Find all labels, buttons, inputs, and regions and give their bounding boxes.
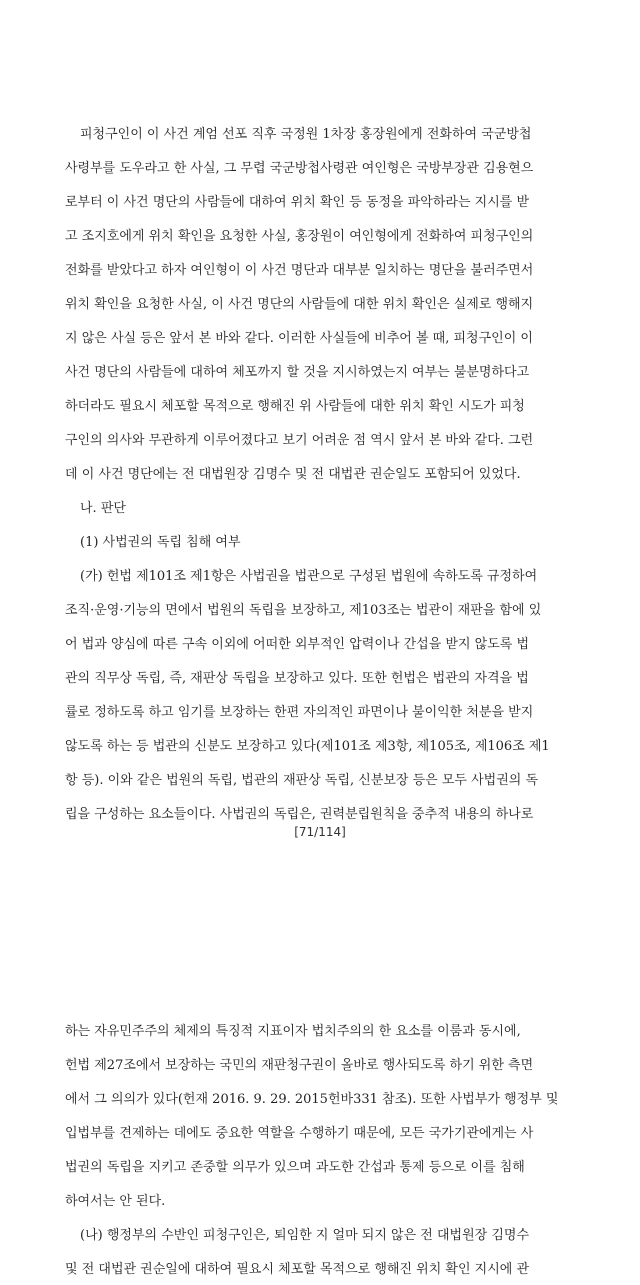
text-line: 관의 직무상 독립, 즉, 재판상 독립을 보장하고 있다. 또한 헌법은 법관의 자격을 법 xyxy=(65,671,529,686)
text-line: 하더라도 필요시 체포할 목적으로 행해진 위 사람들에 대한 위치 확인 시도가 피청 xyxy=(65,399,525,414)
text-line: 입법부를 견제하는 데에도 중요한 역할을 수행하기 때문에, 모든 국가기관에게는 사 xyxy=(65,1126,534,1141)
text-line: 구인의 의사와 무관하게 이루어졌다고 보기 어려운 점 역시 앞서 본 바와 같다. 그런 xyxy=(65,433,534,448)
text-line: 법권의 독립을 지키고 존중할 의무가 있으며 과도한 간섭과 통제 등으로 이를 침해 xyxy=(65,1160,525,1175)
text-line: 률로 정하도록 하고 임기를 보장하는 한편 자의적인 파면이나 불이익한 처분을 받지 xyxy=(65,705,534,720)
page-number: [71/114] xyxy=(294,825,346,839)
text-line: 사령부를 도우라고 한 사실, 그 무렵 국군방첩사령관 여인형은 국방부장관 김용현으 xyxy=(65,161,534,176)
subsection-heading: (1) 사법권의 독립 침해 여부 xyxy=(80,535,241,550)
text-line: 고 조지호에게 위치 확인을 요청한 사실, 홍장원이 여인형에게 전화하여 피청구인의 xyxy=(65,229,534,244)
text-line: 조직·운영·기능의 면에서 법원의 독립을 보장하고, 제103조는 법관이 재판을 함에 있 xyxy=(65,603,542,618)
text-line: 사건 명단의 사람들에 대하여 체포까지 할 것을 지시하였는지 여부는 불분명하다고 xyxy=(65,365,530,380)
text-line: 립을 구성하는 요소들이다. 사법권의 독립은, 권력분립원칙을 중추적 내용의 하나로 xyxy=(65,807,534,822)
text-line: 위치 확인을 요청한 사실, 이 사건 명단의 사람들에 대한 위치 확인은 실제로 행해지 xyxy=(65,297,534,312)
text-line: 지 않은 사실 등은 앞서 본 바와 같다. 이러한 사실들에 비추어 볼 때, 피청구인이 이 xyxy=(65,331,533,346)
text-line: 하는 자유민주주의 체제의 특징적 지표이자 법치주의의 한 요소를 이룸과 동시에, xyxy=(65,1024,521,1039)
text-line: 전화를 받았다고 하자 여인형이 이 사건 명단과 대부분 일치하는 명단을 불러주면서 xyxy=(65,263,534,278)
text-line: (가) 헌법 제101조 제1항은 사법권을 법관으로 구성된 법원에 속하도록 규정하여 xyxy=(80,569,538,584)
text-line: 않도록 하는 등 법관의 신분도 보장하고 있다(제101조 제3항, 제105조, 제106조 제1 xyxy=(65,739,550,754)
text-line: 데 이 사건 명단에는 전 대법원장 김명수 및 전 대법관 권순일도 포함되어 있었다. xyxy=(65,467,521,482)
text-line: 에서 그 의의가 있다(헌재 2016. 9. 29. 2015헌바331 참조). 또한 사법부가 행정부 및 xyxy=(65,1092,559,1107)
text-line: 헌법 제27조에서 보장하는 국민의 재판청구권이 올바로 행사되도록 하기 위한 측면 xyxy=(65,1058,534,1073)
text-line: 피청구인이 이 사건 계엄 선포 직후 국정원 1차장 홍장원에게 전화하여 국군방첩 xyxy=(80,127,532,142)
text-line: 하여서는 안 된다. xyxy=(65,1194,166,1209)
text-line: (나) 행정부의 수반인 피청구인은, 퇴임한 지 얼마 되지 않은 전 대법원장 김명수 xyxy=(80,1228,530,1243)
text-line: 및 전 대법관 권순일에 대하여 필요시 체포할 목적으로 행해진 위치 확인 지시에 관 xyxy=(65,1262,530,1277)
section-heading: 나. 판단 xyxy=(80,501,126,516)
text-line: 로부터 이 사건 명단의 사람들에 대하여 위치 확인 등 동정을 파악하라는 지시를 받 xyxy=(65,195,530,210)
text-line: 어 법과 양심에 따른 구속 이외에 어떠한 외부적인 압력이나 간섭을 받지 않도록 법 xyxy=(65,637,530,652)
text-line: 항 등). 이와 같은 법원의 독립, 법관의 재판상 독립, 신분보장 등은 모두 사법권의 독 xyxy=(65,773,539,788)
